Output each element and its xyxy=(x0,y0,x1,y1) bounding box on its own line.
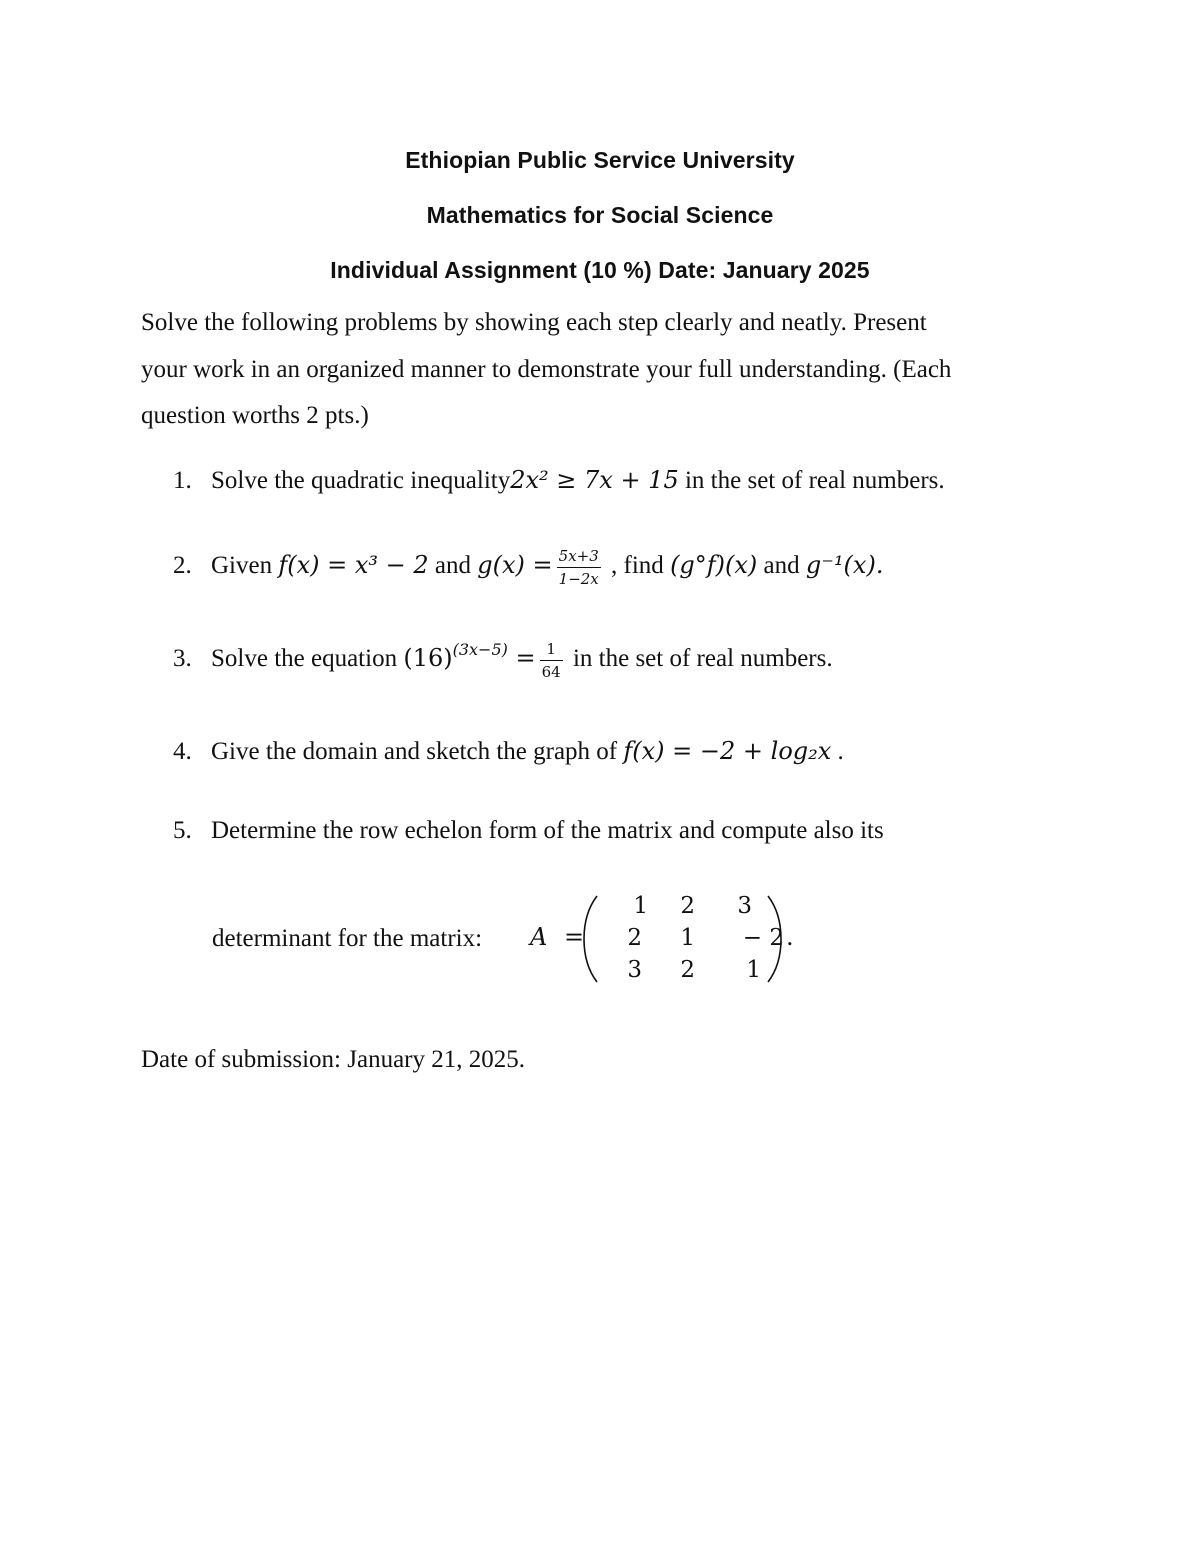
question-text: and xyxy=(757,552,806,580)
question-2 xyxy=(173,547,883,588)
question-5 xyxy=(173,817,884,845)
matrix-trailing-period: . xyxy=(786,923,794,951)
question-number: 2. xyxy=(173,552,192,580)
left-paren-icon xyxy=(580,893,600,985)
right-paren-icon xyxy=(765,893,785,985)
assignment-title: Individual Assignment (10 %) Date: January 2025 xyxy=(330,257,870,283)
question-text: Determine the row echelon form of the matrix and compute also its xyxy=(211,817,884,844)
g-lhs: g(x) = xyxy=(477,551,553,580)
question-text: Given xyxy=(211,552,279,580)
inverse-expression: g⁻¹(x). xyxy=(805,551,884,580)
question-number: 5. xyxy=(173,817,192,844)
matrix-cell: 2 xyxy=(627,925,642,951)
question-1 xyxy=(173,466,945,495)
matrix-name: A xyxy=(530,923,548,951)
log-function-expression: f(x) = −2 + log₂x xyxy=(623,737,832,765)
equation-equals: = xyxy=(507,644,536,673)
instructions-line-3: question worths 2 pts.) xyxy=(141,402,369,429)
course-title: Mathematics for Social Science xyxy=(426,202,774,228)
equation-base: (16) xyxy=(403,644,453,673)
equation-denominator: 64 xyxy=(541,663,561,681)
instructions-line-1: Solve the following problems by showing each step clearly and neatly. Present xyxy=(141,309,927,336)
g-numerator: 5x+3 xyxy=(557,547,601,568)
g-denominator: 1−2x xyxy=(558,570,599,588)
submission-date: Date of submission: January 21, 2025. xyxy=(141,1046,525,1073)
matrix-cell: 1 xyxy=(746,957,761,983)
question-text: and xyxy=(428,552,478,580)
composition-expression: (g°f)(x) xyxy=(670,551,758,580)
question-text-tail: in the set of real numbers. xyxy=(566,645,833,673)
question-text: Solve the quadratic inequality xyxy=(211,467,511,494)
matrix-cell: 1 xyxy=(680,925,695,951)
matrix-cell: − 2 xyxy=(742,925,784,951)
matrix-label: determinant for the matrix: xyxy=(212,925,483,952)
matrix-cell: 2 xyxy=(680,957,695,983)
question-text-tail: . xyxy=(831,738,844,765)
equation-fraction xyxy=(540,640,563,681)
question-4 xyxy=(173,737,844,766)
question-text-tail: in the set of real numbers. xyxy=(678,467,945,494)
inequality-expression: 2x² ≥ 7x + 15 xyxy=(510,466,679,494)
university-title: Ethiopian Public Service University xyxy=(405,147,795,173)
g-fraction xyxy=(557,547,601,588)
matrix-equals: = xyxy=(564,923,585,951)
question-3 xyxy=(173,640,833,681)
question-text: Give the domain and sketch the graph of xyxy=(211,738,624,765)
equation-exponent: (3x−5) xyxy=(452,640,508,660)
matrix-cell: 1 xyxy=(633,893,648,919)
question-text: Solve the equation xyxy=(211,645,404,673)
equation-numerator: 1 xyxy=(540,640,563,661)
question-number: 3. xyxy=(173,645,192,673)
instructions-line-2: your work in an organized manner to demonstrate your full understanding. (Each xyxy=(141,356,952,383)
question-number: 1. xyxy=(173,467,192,494)
f-definition: f(x) = x³ − 2 xyxy=(278,551,429,580)
matrix-cell: 3 xyxy=(737,893,752,919)
question-text: , find xyxy=(604,552,671,580)
matrix-cell: 3 xyxy=(627,957,642,983)
question-number: 4. xyxy=(173,738,192,765)
matrix-cell: 2 xyxy=(680,893,695,919)
